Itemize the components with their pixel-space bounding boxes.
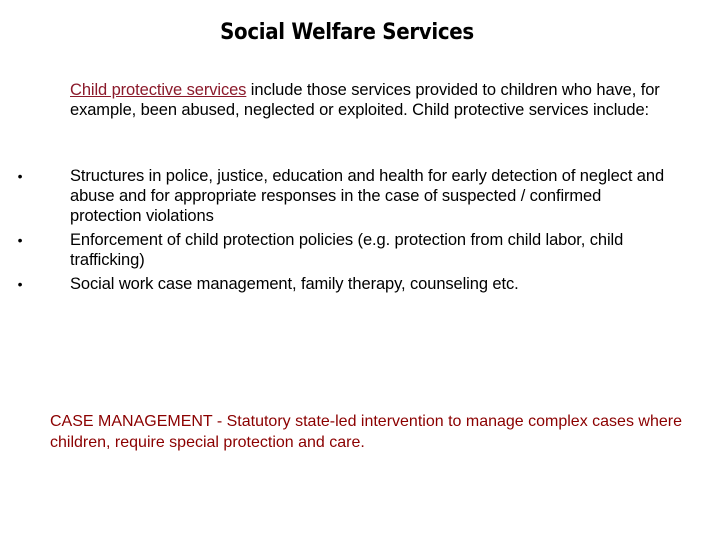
list-item: [10, 274, 670, 294]
bullet-icon: •: [17, 276, 23, 292]
bullet-icon: •: [17, 232, 23, 248]
bullet-text: Enforcement of child protection policies (e.g. protection from child labor, child trafficking): [70, 231, 624, 269]
bullet-list: [10, 166, 670, 298]
page-title: Social Welfare Services: [220, 20, 474, 45]
intro-paragraph: [70, 80, 680, 120]
intro-text: include those services provided to children who have, for example, been abused, neglected or exploited. Child protective services include:: [70, 81, 660, 119]
bullet-text: Social work case management, family therapy, counseling etc.: [70, 275, 519, 293]
list-item: [10, 166, 670, 226]
list-item: [10, 230, 670, 270]
bullet-text: Structures in police, justice, education and health for early detection of neglect and abuse and for appropriate responses in the case of suspected / confirmed protection violations: [70, 167, 665, 225]
child-protective-services-term: Child protective services: [70, 81, 247, 99]
case-management-note: CASE MANAGEMENT - Statutory state-led intervention to manage complex cases where children, require special protection and care.: [50, 413, 682, 451]
bullet-icon: •: [17, 168, 23, 184]
